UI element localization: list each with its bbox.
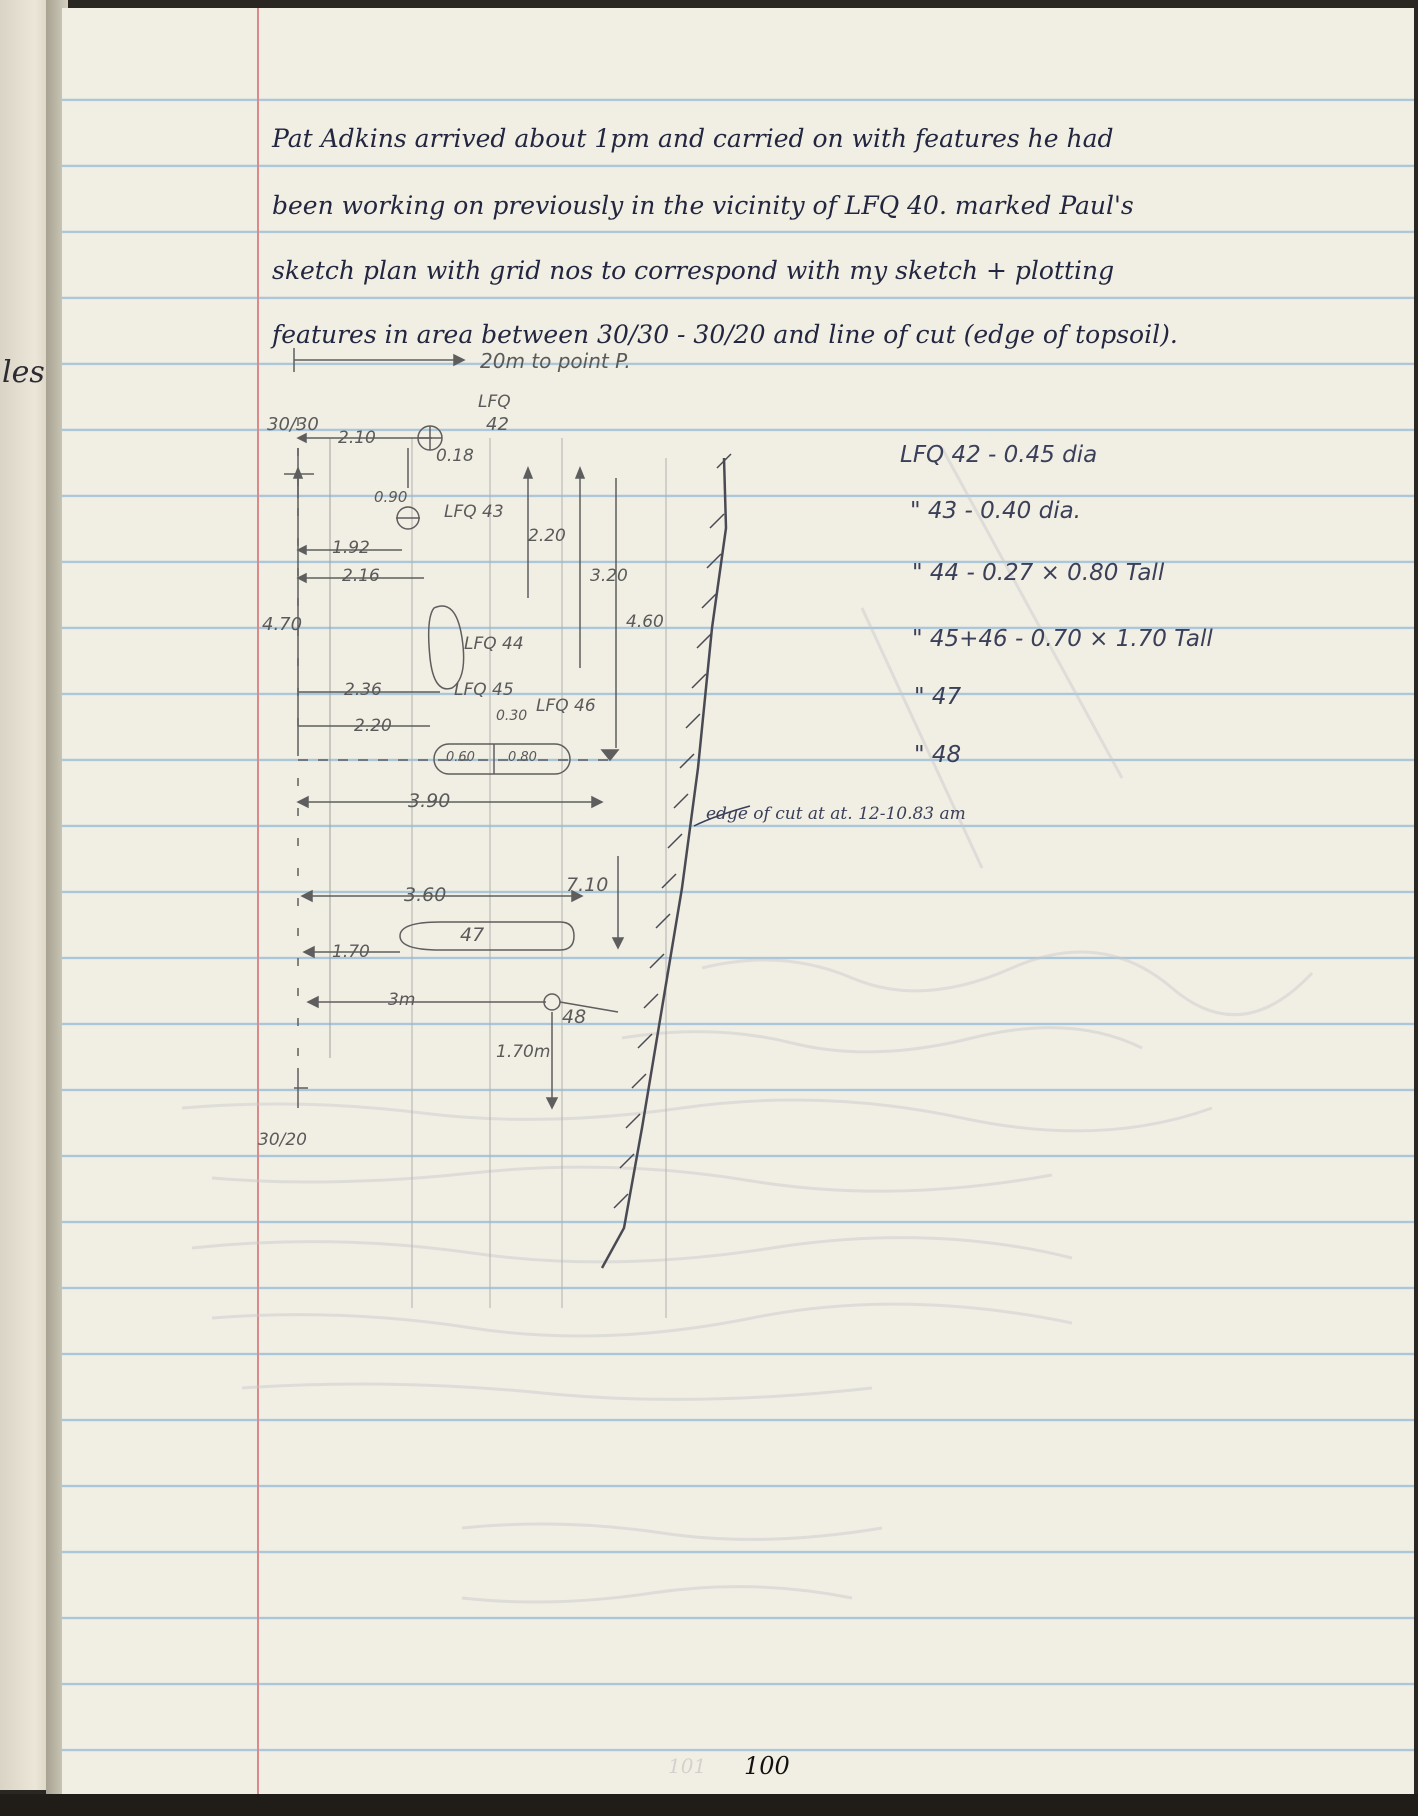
dim-0-90: 0.90 [374,488,408,506]
feature-45-label: LFQ 45 [454,680,514,700]
edge-of-cut-note: edge of cut at at. 12-10.83 am [706,804,966,824]
dim-4-60: 4.60 [626,612,664,632]
grid-ref-top: 30/30 [267,414,319,435]
ruled-sheet [62,8,1414,1794]
dim-0-18: 0.18 [436,446,474,466]
paragraph-line-3: sketch plan with grid nos to correspond with my sketch + plotting [272,256,1115,285]
dim-2-20-top: 2.20 [528,526,566,546]
previous-leaf-text: les [2,355,45,390]
feature-list-item-48: " 48 [914,742,962,768]
dim-2-20-bottom: 2.20 [354,716,392,736]
dim-1-92: 1.92 [332,538,370,558]
site-sketch-plan [62,8,1414,1794]
dim-1-70: 1.70 [332,942,370,962]
feature-43-label: LFQ 43 [444,502,504,522]
feature-list-item-42: LFQ 42 - 0.45 dia [900,442,1098,468]
dim-3-60: 3.60 [404,884,447,906]
paragraph-line-4: features in area between 30/30 - 30/20 and line of cut (edge of topsoil). [272,320,1178,349]
lfq-label: LFQ [478,392,511,412]
feature-list-item-47: " 47 [914,684,962,710]
feature-48-number: 48 [562,1006,587,1028]
dim-2-16: 2.16 [342,566,380,586]
dim-1-70m: 1.70m [496,1042,551,1062]
feature-list-item-44: " 44 - 0.27 × 0.80 Tall [912,560,1165,586]
dim-3-20: 3.20 [590,566,628,586]
dim-2-36: 2.36 [344,680,382,700]
feature-list-item-43: " 43 - 0.40 dia. [910,498,1081,524]
top-arrow-label: 20m to point P. [480,349,631,373]
dim-4-70: 4.70 [262,614,303,635]
dim-3-90: 3.90 [408,790,451,812]
paragraph-line-1: Pat Adkins arrived about 1pm and carried on with features he had [272,124,1114,153]
feature-44-label: LFQ 44 [464,634,524,654]
dim-3m: 3m [388,990,416,1010]
page-number: 100 [744,1752,790,1780]
dim-7-10: 7.10 [566,874,609,896]
grid-ref-bottom: 30/20 [258,1130,307,1150]
feature-list-item-45-46: " 45+46 - 0.70 × 1.70 Tall [912,626,1213,652]
feature-46-label: LFQ 46 [536,696,596,716]
dim-0-60: 0.60 [446,750,475,765]
paragraph-line-2: been working on previously in the vicinity of LFQ 40. marked Paul's [272,191,1134,220]
feature-47-number: 47 [460,924,485,946]
dim-0-30: 0.30 [496,708,528,724]
page-number-faint: 101 [668,1754,707,1778]
dim-0-80: 0.80 [508,750,537,765]
feature-42-number: 42 [486,414,509,435]
notebook-bottom-edge [0,1794,1418,1816]
dim-2-10: 2.10 [338,428,376,448]
